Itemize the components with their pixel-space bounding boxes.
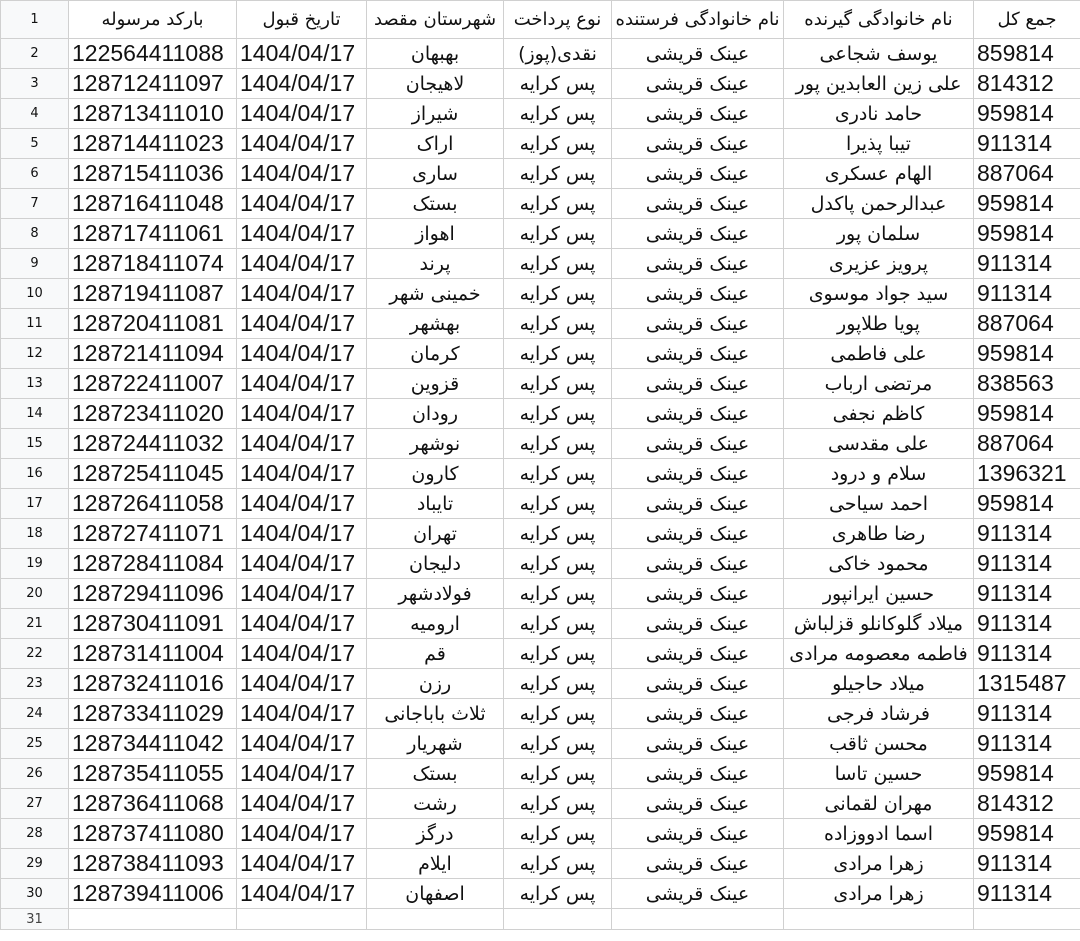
sender-family-cell[interactable]: عینک قریشی [612, 189, 784, 219]
table-row [1, 729, 1080, 759]
payment-type-cell[interactable]: پس کرایه [504, 669, 612, 699]
total-cell[interactable]: 959814 [974, 399, 1080, 429]
payment-type-cell[interactable]: پس کرایه [504, 309, 612, 339]
table-row [1, 489, 1080, 519]
row-number-cell[interactable]: 2 [1, 39, 69, 69]
receiver-family-cell[interactable]: پرویز عزیری [784, 249, 974, 279]
destination-city-cell[interactable]: کارون [367, 459, 504, 489]
accept-date-cell[interactable]: 1404/04/17 [237, 219, 367, 249]
barcode-cell[interactable]: 128716411048 [69, 189, 237, 219]
row-number-cell[interactable]: 28 [1, 819, 69, 849]
accept-date-cell[interactable]: 1404/04/17 [237, 189, 367, 219]
payment-type-cell[interactable]: پس کرایه [504, 639, 612, 669]
table-row [1, 669, 1080, 699]
accept-date-cell[interactable]: 1404/04/17 [237, 309, 367, 339]
payment-type-cell[interactable]: پس کرایه [504, 549, 612, 579]
receiver-family-cell[interactable]: فاطمه معصومه مرادی [784, 639, 974, 669]
destination-city-cell[interactable]: اراک [367, 129, 504, 159]
receiver-family-cell[interactable]: رضا طاهری [784, 519, 974, 549]
table-row [1, 39, 1080, 69]
barcode-cell[interactable]: 128738411093 [69, 849, 237, 879]
receiver-family-cell[interactable]: میلاد گلوکانلو قزلباش [784, 609, 974, 639]
total-cell[interactable]: 911314 [974, 699, 1080, 729]
barcode-cell[interactable]: 128736411068 [69, 789, 237, 819]
total-cell[interactable]: 959814 [974, 759, 1080, 789]
accept-date-cell[interactable]: 1404/04/17 [237, 459, 367, 489]
payment-type-cell[interactable]: پس کرایه [504, 579, 612, 609]
header-payment-type[interactable]: نوع پرداخت [504, 1, 612, 39]
table-row [1, 189, 1080, 219]
total-cell[interactable]: 911314 [974, 729, 1080, 759]
sender-family-cell[interactable]: عینک قریشی [612, 789, 784, 819]
barcode-cell[interactable]: 128712411097 [69, 69, 237, 99]
receiver-family-cell[interactable]: پویا طلاپور [784, 309, 974, 339]
receiver-family-cell[interactable]: تیبا پذیرا [784, 129, 974, 159]
table-row [1, 369, 1080, 399]
accept-date-cell[interactable]: 1404/04/17 [237, 609, 367, 639]
barcode-cell[interactable]: 128715411036 [69, 159, 237, 189]
accept-date-cell[interactable]: 1404/04/17 [237, 579, 367, 609]
payment-type-cell[interactable]: پس کرایه [504, 729, 612, 759]
total-cell[interactable]: 911314 [974, 249, 1080, 279]
row-number-cell[interactable]: 20 [1, 579, 69, 609]
sender-family-cell[interactable]: عینک قریشی [612, 279, 784, 309]
receiver-family-cell[interactable]: یوسف شجاعی [784, 39, 974, 69]
total-cell[interactable]: 859814 [974, 39, 1080, 69]
accept-date-cell[interactable]: 1404/04/17 [237, 399, 367, 429]
sender-family-cell[interactable]: عینک قریشی [612, 219, 784, 249]
barcode-cell[interactable]: 128714411023 [69, 129, 237, 159]
accept-date-cell[interactable]: 1404/04/17 [237, 819, 367, 849]
table-row [1, 219, 1080, 249]
total-cell[interactable]: 911314 [974, 279, 1080, 309]
barcode-cell[interactable]: 128721411094 [69, 339, 237, 369]
total-cell[interactable]: 959814 [974, 99, 1080, 129]
row-number-cell[interactable]: 9 [1, 249, 69, 279]
sender-family-cell[interactable]: عینک قریشی [612, 489, 784, 519]
receiver-family-cell[interactable]: احمد سیاحی [784, 489, 974, 519]
sender-family-cell[interactable]: عینک قریشی [612, 879, 784, 909]
total-cell[interactable]: 814312 [974, 789, 1080, 819]
destination-city-cell[interactable]: بهبهان [367, 39, 504, 69]
barcode-cell[interactable]: 128723411020 [69, 399, 237, 429]
receiver-family-cell[interactable]: زهرا مرادی [784, 879, 974, 909]
accept-date-cell[interactable]: 1404/04/17 [237, 729, 367, 759]
payment-type-cell[interactable]: پس کرایه [504, 609, 612, 639]
barcode-cell[interactable]: 128713411010 [69, 99, 237, 129]
payment-type-cell[interactable]: پس کرایه [504, 69, 612, 99]
destination-city-cell[interactable]: فولادشهر [367, 579, 504, 609]
receiver-family-cell[interactable]: اسما ادووزاده [784, 819, 974, 849]
sender-family-cell[interactable]: عینک قریشی [612, 699, 784, 729]
total-cell[interactable]: 911314 [974, 879, 1080, 909]
payment-type-cell[interactable]: پس کرایه [504, 849, 612, 879]
receiver-family-cell[interactable]: مهران لقمانی [784, 789, 974, 819]
payment-type-cell[interactable]: پس کرایه [504, 279, 612, 309]
barcode-cell[interactable]: 128731411004 [69, 639, 237, 669]
table-row [1, 849, 1080, 879]
destination-city-cell[interactable]: شهریار [367, 729, 504, 759]
table-row [1, 639, 1080, 669]
table-row [1, 309, 1080, 339]
destination-city-cell[interactable]: شیراز [367, 99, 504, 129]
receiver-family-cell[interactable]: حامد نادری [784, 99, 974, 129]
barcode-cell[interactable]: 128727411071 [69, 519, 237, 549]
table-row [1, 549, 1080, 579]
sender-family-cell[interactable]: عینک قریشی [612, 729, 784, 759]
destination-city-cell[interactable]: بستک [367, 759, 504, 789]
receiver-family-cell[interactable]: سلمان پور [784, 219, 974, 249]
total-cell[interactable]: 959814 [974, 489, 1080, 519]
sender-family-cell[interactable]: عینک قریشی [612, 249, 784, 279]
sender-family-cell[interactable]: عینک قریشی [612, 849, 784, 879]
total-cell[interactable]: 911314 [974, 549, 1080, 579]
accept-date-cell[interactable]: 1404/04/17 [237, 99, 367, 129]
total-cell[interactable]: 911314 [974, 579, 1080, 609]
accept-date-cell[interactable]: 1404/04/17 [237, 669, 367, 699]
accept-date-cell[interactable]: 1404/04/17 [237, 129, 367, 159]
row-number-cell[interactable]: 10 [1, 279, 69, 309]
row-number-cell[interactable]: 12 [1, 339, 69, 369]
accept-date-cell[interactable]: 1404/04/17 [237, 879, 367, 909]
sender-family-cell[interactable]: عینک قریشی [612, 459, 784, 489]
table-row [1, 819, 1080, 849]
sender-family-cell[interactable]: عینک قریشی [612, 609, 784, 639]
row-number-cell[interactable]: 8 [1, 219, 69, 249]
empty-cell[interactable] [612, 909, 784, 930]
receiver-family-cell[interactable]: سلام و درود [784, 459, 974, 489]
table-row [1, 99, 1080, 129]
total-cell[interactable]: 1396321 [974, 459, 1080, 489]
destination-city-cell[interactable]: ایلام [367, 849, 504, 879]
header-total[interactable]: جمع کل [974, 1, 1080, 39]
payment-type-cell[interactable]: پس کرایه [504, 159, 612, 189]
row-number-cell[interactable]: 24 [1, 699, 69, 729]
row-number-cell[interactable]: 27 [1, 789, 69, 819]
payment-type-cell[interactable]: پس کرایه [504, 219, 612, 249]
table-row [1, 879, 1080, 909]
row-number-cell[interactable]: 11 [1, 309, 69, 339]
payment-type-cell[interactable]: پس کرایه [504, 249, 612, 279]
sender-family-cell[interactable]: عینک قریشی [612, 309, 784, 339]
payment-type-cell[interactable]: پس کرایه [504, 399, 612, 429]
row-number-cell[interactable]: 26 [1, 759, 69, 789]
sender-family-cell[interactable]: عینک قریشی [612, 99, 784, 129]
sender-family-cell[interactable]: عینک قریشی [612, 399, 784, 429]
receiver-family-cell[interactable]: عبدالرحمن پاکدل [784, 189, 974, 219]
empty-cell[interactable] [69, 909, 237, 930]
barcode-cell[interactable]: 128728411084 [69, 549, 237, 579]
receiver-family-cell[interactable]: حسین ایرانپور [784, 579, 974, 609]
table-row [1, 609, 1080, 639]
receiver-family-cell[interactable]: علی فاطمی [784, 339, 974, 369]
destination-city-cell[interactable]: دلیجان [367, 549, 504, 579]
sender-family-cell[interactable]: عینک قریشی [612, 159, 784, 189]
table-row [1, 579, 1080, 609]
barcode-cell[interactable]: 128739411006 [69, 879, 237, 909]
header-barcode[interactable]: بارکد مرسوله [69, 1, 237, 39]
row-number-cell[interactable]: 31 [1, 909, 69, 930]
table-row [1, 789, 1080, 819]
payment-type-cell[interactable]: پس کرایه [504, 759, 612, 789]
receiver-family-cell[interactable]: میلاد حاجیلو [784, 669, 974, 699]
sender-family-cell[interactable]: عینک قریشی [612, 669, 784, 699]
table-row [1, 429, 1080, 459]
row-number-cell[interactable]: 29 [1, 849, 69, 879]
sender-family-cell[interactable]: عینک قریشی [612, 129, 784, 159]
empty-cell[interactable] [504, 909, 612, 930]
barcode-cell[interactable]: 128725411045 [69, 459, 237, 489]
destination-city-cell[interactable]: رشت [367, 789, 504, 819]
destination-city-cell[interactable]: ثلاث باباجانی [367, 699, 504, 729]
sender-family-cell[interactable]: عینک قریشی [612, 639, 784, 669]
payment-type-cell[interactable]: پس کرایه [504, 699, 612, 729]
sender-family-cell[interactable]: عینک قریشی [612, 549, 784, 579]
table-row [1, 699, 1080, 729]
accept-date-cell[interactable]: 1404/04/17 [237, 69, 367, 99]
accept-date-cell[interactable]: 1404/04/17 [237, 249, 367, 279]
total-cell[interactable]: 887064 [974, 429, 1080, 459]
destination-city-cell[interactable]: بستک [367, 189, 504, 219]
sender-family-cell[interactable]: عینک قریشی [612, 369, 784, 399]
accept-date-cell[interactable]: 1404/04/17 [237, 549, 367, 579]
row-number-cell[interactable]: 4 [1, 99, 69, 129]
payment-type-cell[interactable]: پس کرایه [504, 189, 612, 219]
table-row [1, 459, 1080, 489]
receiver-family-cell[interactable]: فرشاد فرجی [784, 699, 974, 729]
receiver-family-cell[interactable]: مرتضی ارباب [784, 369, 974, 399]
sender-family-cell[interactable]: عینک قریشی [612, 519, 784, 549]
header-row [1, 1, 1080, 39]
accept-date-cell[interactable]: 1404/04/17 [237, 789, 367, 819]
row-number-cell[interactable]: 7 [1, 189, 69, 219]
sender-family-cell[interactable]: عینک قریشی [612, 759, 784, 789]
payment-type-cell[interactable]: پس کرایه [504, 789, 612, 819]
payment-type-cell[interactable]: پس کرایه [504, 519, 612, 549]
row-number-cell[interactable]: 15 [1, 429, 69, 459]
accept-date-cell[interactable]: 1404/04/17 [237, 489, 367, 519]
destination-city-cell[interactable]: اصفهان [367, 879, 504, 909]
payment-type-cell[interactable]: پس کرایه [504, 819, 612, 849]
destination-city-cell[interactable]: لاهیجان [367, 69, 504, 99]
table-row [1, 759, 1080, 789]
payment-type-cell[interactable]: پس کرایه [504, 339, 612, 369]
header-accept-date[interactable]: تاریخ قبول [237, 1, 367, 39]
row-number-cell[interactable]: 25 [1, 729, 69, 759]
accept-date-cell[interactable]: 1404/04/17 [237, 639, 367, 669]
row-number-cell[interactable]: 13 [1, 369, 69, 399]
destination-city-cell[interactable]: قم [367, 639, 504, 669]
row-number-cell[interactable]: 18 [1, 519, 69, 549]
total-cell[interactable]: 887064 [974, 159, 1080, 189]
table-row [1, 519, 1080, 549]
destination-city-cell[interactable]: ارومیه [367, 609, 504, 639]
row-number-cell[interactable]: 1 [1, 1, 69, 39]
destination-city-cell[interactable]: رزن [367, 669, 504, 699]
barcode-cell[interactable]: 128735411055 [69, 759, 237, 789]
accept-date-cell[interactable]: 1404/04/17 [237, 699, 367, 729]
destination-city-cell[interactable]: پرند [367, 249, 504, 279]
table-row [1, 339, 1080, 369]
payment-type-cell[interactable]: پس کرایه [504, 879, 612, 909]
destination-city-cell[interactable]: خمینی شهر [367, 279, 504, 309]
sender-family-cell[interactable]: عینک قریشی [612, 579, 784, 609]
payment-type-cell[interactable]: نقدی(پوز) [504, 39, 612, 69]
destination-city-cell[interactable]: نوشهر [367, 429, 504, 459]
barcode-cell[interactable]: 128733411029 [69, 699, 237, 729]
row-number-cell[interactable]: 3 [1, 69, 69, 99]
accept-date-cell[interactable]: 1404/04/17 [237, 39, 367, 69]
total-cell[interactable]: 911314 [974, 129, 1080, 159]
barcode-cell[interactable]: 128717411061 [69, 219, 237, 249]
payment-type-cell[interactable]: پس کرایه [504, 369, 612, 399]
receiver-family-cell[interactable]: محسن ثاقب [784, 729, 974, 759]
table-row [1, 249, 1080, 279]
barcode-cell[interactable]: 128719411087 [69, 279, 237, 309]
table-row [1, 279, 1080, 309]
accept-date-cell[interactable]: 1404/04/17 [237, 429, 367, 459]
accept-date-cell[interactable]: 1404/04/17 [237, 849, 367, 879]
barcode-cell[interactable]: 122564411088 [69, 39, 237, 69]
barcode-cell[interactable]: 128724411032 [69, 429, 237, 459]
receiver-family-cell[interactable]: علی زین العابدین پور [784, 69, 974, 99]
sender-family-cell[interactable]: عینک قریشی [612, 39, 784, 69]
empty-cell[interactable] [974, 909, 1080, 930]
row-number-cell[interactable]: 5 [1, 129, 69, 159]
destination-city-cell[interactable]: قزوین [367, 369, 504, 399]
row-number-cell[interactable]: 23 [1, 669, 69, 699]
header-sender-family[interactable]: نام خانوادگی فرستنده [612, 1, 784, 39]
destination-city-cell[interactable]: تایباد [367, 489, 504, 519]
total-cell[interactable]: 959814 [974, 819, 1080, 849]
header-destination-city[interactable]: شهرستان مقصد [367, 1, 504, 39]
accept-date-cell[interactable]: 1404/04/17 [237, 519, 367, 549]
receiver-family-cell[interactable]: محمود خاکی [784, 549, 974, 579]
table-row [1, 129, 1080, 159]
table-row [1, 159, 1080, 189]
accept-date-cell[interactable]: 1404/04/17 [237, 279, 367, 309]
receiver-family-cell[interactable]: الهام عسکری [784, 159, 974, 189]
row-number-cell[interactable]: 19 [1, 549, 69, 579]
empty-cell[interactable] [237, 909, 367, 930]
row-number-cell[interactable]: 14 [1, 399, 69, 429]
total-cell[interactable]: 911314 [974, 519, 1080, 549]
table-row [1, 69, 1080, 99]
barcode-cell[interactable]: 128720411081 [69, 309, 237, 339]
table-row [1, 399, 1080, 429]
header-receiver-family[interactable]: نام خانوادگی گیرنده [784, 1, 974, 39]
row-number-cell[interactable]: 6 [1, 159, 69, 189]
total-cell[interactable]: 887064 [974, 309, 1080, 339]
barcode-cell[interactable]: 128726411058 [69, 489, 237, 519]
total-cell[interactable]: 911314 [974, 639, 1080, 669]
row-number-cell[interactable]: 16 [1, 459, 69, 489]
destination-city-cell[interactable]: کرمان [367, 339, 504, 369]
total-cell[interactable]: 959814 [974, 189, 1080, 219]
barcode-cell[interactable]: 128732411016 [69, 669, 237, 699]
receiver-family-cell[interactable]: زهرا مرادی [784, 849, 974, 879]
total-cell[interactable]: 814312 [974, 69, 1080, 99]
sender-family-cell[interactable]: عینک قریشی [612, 339, 784, 369]
receiver-family-cell[interactable]: کاظم نجفی [784, 399, 974, 429]
receiver-family-cell[interactable]: علی مقدسی [784, 429, 974, 459]
barcode-cell[interactable]: 128730411091 [69, 609, 237, 639]
row-number-cell[interactable]: 21 [1, 609, 69, 639]
sender-family-cell[interactable]: عینک قریشی [612, 819, 784, 849]
receiver-family-cell[interactable]: حسین تاسا [784, 759, 974, 789]
total-cell[interactable]: 1315487 [974, 669, 1080, 699]
row-number-cell[interactable]: 17 [1, 489, 69, 519]
payment-type-cell[interactable]: پس کرایه [504, 489, 612, 519]
receiver-family-cell[interactable]: سید جواد موسوی [784, 279, 974, 309]
destination-city-cell[interactable]: رودان [367, 399, 504, 429]
total-cell[interactable]: 959814 [974, 339, 1080, 369]
barcode-cell[interactable]: 128722411007 [69, 369, 237, 399]
total-cell[interactable]: 838563 [974, 369, 1080, 399]
total-cell[interactable]: 911314 [974, 849, 1080, 879]
total-cell[interactable]: 911314 [974, 609, 1080, 639]
accept-date-cell[interactable]: 1404/04/17 [237, 759, 367, 789]
accept-date-cell[interactable]: 1404/04/17 [237, 369, 367, 399]
payment-type-cell[interactable]: پس کرایه [504, 99, 612, 129]
accept-date-cell[interactable]: 1404/04/17 [237, 339, 367, 369]
row-number-cell[interactable]: 30 [1, 879, 69, 909]
table-row-empty [1, 909, 1080, 930]
barcode-cell[interactable]: 128718411074 [69, 249, 237, 279]
destination-city-cell[interactable]: درگز [367, 819, 504, 849]
destination-city-cell[interactable]: تهران [367, 519, 504, 549]
sender-family-cell[interactable]: عینک قریشی [612, 429, 784, 459]
empty-cell[interactable] [784, 909, 974, 930]
sender-family-cell[interactable]: عینک قریشی [612, 69, 784, 99]
destination-city-cell[interactable]: اهواز [367, 219, 504, 249]
destination-city-cell[interactable]: ساری [367, 159, 504, 189]
payment-type-cell[interactable]: پس کرایه [504, 129, 612, 159]
barcode-cell[interactable]: 128729411096 [69, 579, 237, 609]
barcode-cell[interactable]: 128734411042 [69, 729, 237, 759]
row-number-cell[interactable]: 22 [1, 639, 69, 669]
destination-city-cell[interactable]: بهشهر [367, 309, 504, 339]
accept-date-cell[interactable]: 1404/04/17 [237, 159, 367, 189]
payment-type-cell[interactable]: پس کرایه [504, 459, 612, 489]
payment-type-cell[interactable]: پس کرایه [504, 429, 612, 459]
total-cell[interactable]: 959814 [974, 219, 1080, 249]
barcode-cell[interactable]: 128737411080 [69, 819, 237, 849]
empty-cell[interactable] [367, 909, 504, 930]
